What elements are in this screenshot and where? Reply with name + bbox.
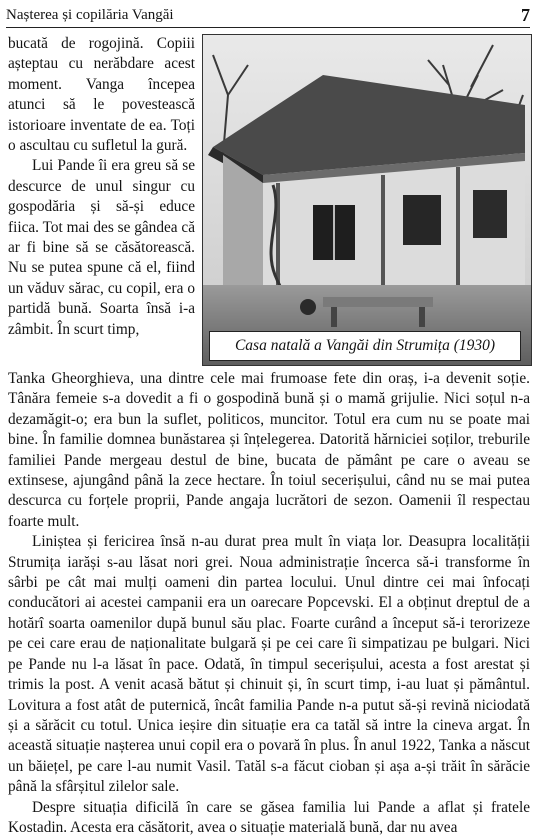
house-photo — [203, 35, 531, 365]
paragraph: bucată de rogojină. Copiii așteptau cu nerăbdare acest moment. Vanga începea atunci să le povestească istorioare inventate de ea. Toți o ascultau cu sufletul la gură. — [8, 35, 195, 155]
paragraph: Lui Pande îi era greu să se descurce de unul singur cu gospodăria și să-și educe fiica. Tot mai des se gândea că ar fi bine să se căsătorească. Nu se putea spune că el, fiind un văduv sărac, cu copil, era o partidă bună. Soarta însă i-a zâmbit. În scurt timp, — [8, 157, 195, 338]
paragraph: Liniștea și fericirea însă n-au durat prea mult în viața lor. Deasupra localității Strumița iarăși s-au lăsat nori grei. Noua administrație încerca să-i transforme în sârbi pe cât mai mulți oameni din partea locului. Unul dintre cei mai înfocați conducători ai acestei campanii era un oarecare Popcevski. El a obținut dreptul de a hotărî soarta oamenilor după bunul său plac. Foarte curând a început să-i terorizeze pe cei care erau de naționalitate bulgară și pe cei care îi simpatizau pe bulgari. Nici pe Pande nu l-a lăsat în pace. Odată, în timpul secerișului, acesta a fost arestat și trimis la post. A venit acasă bătut și chinuit și, în scurt timp, i-au luat și pământul. Lovitura a fost atât de puternică, încât familia Pande n-a putut să-și revină niciodată și a sărăcit cu totul. Unica ieșire din situație era ca tatăl să intre la cineva argat. În această situație nașterea unui copil era o povară în plus. În anul 1922, Tanka a născut un băiețel, pe care l-au numit Vasil. Tatăl s-a făcut cioban și așa a-și trăit în sărăcie până la sfârșitul zilelor sale. — [8, 533, 530, 796]
page-number: 7 — [521, 5, 530, 25]
paragraph: Despre situația dificilă în care se găsea familia lui Pande a aflat și fratele Kostadin. Acesta era căsătorit, avea o situație materială bună, dar nu avea — [8, 798, 530, 836]
main-body-text — [8, 369, 530, 838]
left-column-text — [8, 34, 195, 340]
house-photo-figure — [202, 34, 532, 366]
header-title: Nașterea și copilăria Vangăi — [6, 7, 174, 23]
running-header — [6, 5, 530, 28]
paragraph: Tanka Gheorghieva, una dintre cele mai frumoase fete din oraș, i-a devenit soție. Tânăra femeie s-a dovedit a fi o gospodină bună și o mamă grijulie. Nici soțul n-a dezamăgit-o; era bun la suflet, politicos, muncitor. Totul era cum nu se poate mai bine. În familie domnea bunăstarea și înțelegerea. Datorită hărniciei soților, treburile familiei Pande mergeau destul de bine, bucata de pământ pe care o aveau se extinsese, ajungând până la zece hectare. În toiul secerișului, când nu se mai putea descurca cu forțele proprii, Pande angaja lucrători de sezon. Oamenii îl respectau foarte mult. — [8, 370, 530, 530]
photo-caption: Casa natală a Vangăi din Strumița (1930) — [209, 331, 521, 361]
